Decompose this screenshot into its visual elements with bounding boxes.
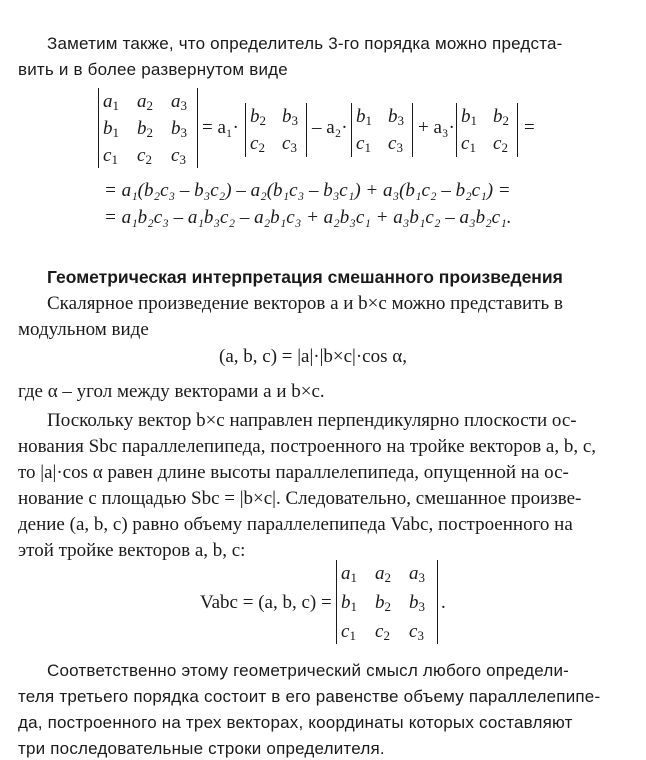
- volume-lhs: Vabc = (a, b, c) =: [200, 592, 332, 613]
- expansion-line3: = a₁b₂c₃ – a₁b₃c₂ – a₂b₁c₃ + a₂b₃c₁ + a₃b₁c₂ – a₃b₂c₁.: [104, 207, 512, 228]
- det-2x2-minor2: $b_1$ $b_3$ $c_1$ $c_3$: [351, 103, 413, 157]
- minus-a2: – a₂·: [312, 117, 348, 138]
- para5-line3: да, построенного на трех векторах, координаты которых составляют: [18, 713, 573, 732]
- equals-a1: = a₁·: [202, 117, 239, 138]
- para4-line2: нования Sbc параллелепипеда, построенного на тройке векторов a, b, c,: [18, 436, 597, 457]
- para5-line2: теля третьего порядка состоит в его равенстве объему параллелепипе-: [18, 687, 601, 706]
- det-3x3-main: $a_1$ $a_2$ $a_3$ $b_1$ $b_2$ $b_3$ $c_1$ $c_2$ $c_3$: [98, 88, 198, 168]
- det-3x3-volume: $a_1$ $a_2$ $a_3$ $b_1$ $b_2$ $b_3$ $c_1$ $c_2$ $c_3$: [336, 560, 438, 644]
- para1-line2: вить и в более развернутом виде: [18, 60, 288, 79]
- para5-line4: три последовательные строки определителя.: [18, 739, 385, 758]
- para4-line4: нование с площадью Sbc = |b×c|. Следовательно, смешанное произве-: [18, 488, 582, 509]
- para4-line5: дение (a, b, c) равно объему параллелепипеда Vabc, построенного на: [18, 514, 573, 535]
- para1-line1: Заметим также, что определитель 3-го порядка можно предста-: [47, 34, 563, 53]
- para2-line2: модульном виде: [18, 319, 149, 340]
- plus-a3: + a₃·: [418, 117, 455, 138]
- volume-end: .: [441, 592, 446, 613]
- det-2x2-minor1: $b_2$ $b_3$ $c_2$ $c_3$: [245, 103, 307, 157]
- para4-line1: Поскольку вектор b×c направлен перпендикулярно плоскости ос-: [47, 410, 577, 431]
- para3: где α – угол между векторами a и b×c.: [18, 381, 325, 402]
- para4-line3: то |a|·cos α равен длине высоты параллелепипеда, опущенной на ос-: [18, 462, 569, 483]
- formula-mixed-product: (a, b, c) = |a|·|b×c|·cos α,: [219, 346, 407, 367]
- para5-line1: Соответственно этому геометрический смысл любого определи-: [47, 661, 570, 680]
- det-2x2-minor3: $b_1$ $b_2$ $c_1$ $c_2$: [456, 103, 518, 157]
- para4-line6: этой тройке векторов a, b, c:: [18, 540, 246, 561]
- equals-end: =: [524, 117, 535, 138]
- para2-line1: Скалярное произведение векторов a и b×c можно представить в: [47, 293, 563, 314]
- section-heading: Геометрическая интерпретация смешанного произведения: [47, 267, 563, 287]
- expansion-line2: = a₁(b₂c₃ – b₃c₂) – a₂(b₁c₃ – b₃c₁) + a₃(b₁c₂ – b₂c₁) =: [104, 180, 511, 201]
